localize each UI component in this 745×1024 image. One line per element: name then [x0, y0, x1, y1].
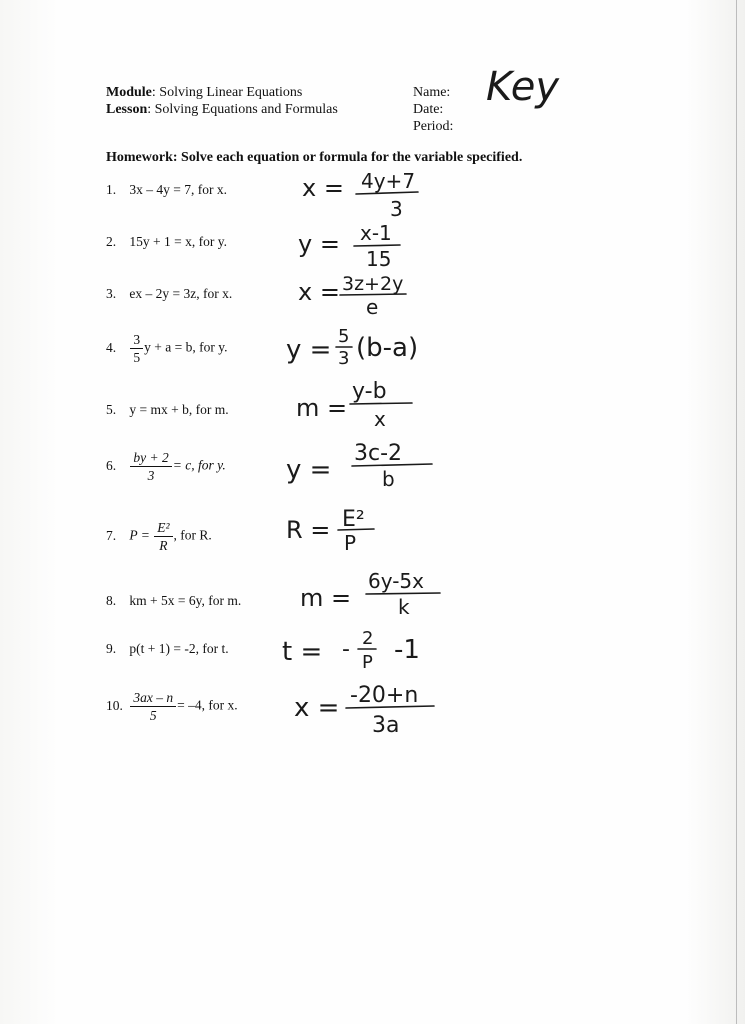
problem-5: 5. y = mx + b, for m. — [106, 402, 229, 417]
svg-text:(b-a): (b-a) — [356, 333, 419, 363]
svg-text:b: b — [382, 467, 395, 491]
problem-8: 8. km + 5x = 6y, for m. — [106, 593, 242, 608]
svg-text:x: x — [374, 407, 386, 431]
svg-text:y =: y = — [286, 335, 332, 365]
svg-text:e: e — [366, 295, 379, 319]
module-label: Module — [106, 85, 152, 100]
svg-text:3a: 3a — [372, 713, 400, 738]
svg-text:t =: t = — [282, 637, 323, 667]
svg-text:m =: m = — [300, 584, 352, 612]
svg-text:15: 15 — [366, 247, 392, 271]
svg-text:3: 3 — [390, 197, 403, 221]
svg-text:x =: x = — [298, 278, 340, 306]
answer-5 — [270, 378, 450, 439]
answer-3 — [270, 268, 450, 327]
svg-text:2: 2 — [362, 628, 374, 649]
problem-4: 4. $\frac{3}{5}$ y + a = b, for y. — [106, 332, 228, 365]
fraction: $\frac{3}{5}$ — [130, 332, 143, 365]
svg-text:P: P — [362, 652, 373, 673]
key-text: Key — [486, 64, 560, 110]
problem-6: 6. $\frac{by + 2}{3}$ = c, for y. — [106, 450, 226, 483]
svg-text:-: - — [342, 637, 350, 662]
svg-text:6y-5x: 6y-5x — [368, 569, 424, 593]
module-line — [106, 84, 338, 101]
fraction: $\frac{3ax - n}{5}$ — [130, 690, 176, 723]
svg-text:5: 5 — [338, 326, 350, 347]
svg-text:-1: -1 — [394, 635, 420, 665]
answer-6 — [270, 438, 470, 499]
date-label: Date: — [413, 102, 444, 117]
svg-text:y =: y = — [298, 230, 340, 258]
answer-8 — [270, 570, 470, 631]
problem-1: 1. 3x – 4y = 7, for x. — [106, 182, 227, 197]
lesson-line — [106, 101, 338, 118]
module-lesson-block — [106, 84, 338, 118]
svg-text:k: k — [398, 595, 410, 619]
svg-text:P: P — [344, 531, 357, 555]
period-label: Period: — [413, 119, 454, 134]
svg-text:4y+7: 4y+7 — [361, 169, 416, 193]
svg-text:E²: E² — [342, 507, 365, 532]
svg-text:y-b: y-b — [352, 379, 387, 404]
answer-9 — [270, 624, 470, 685]
module-value: : Solving Linear Equations — [151, 85, 303, 100]
fraction: $\frac{\text{E²}}{R}$ — [154, 520, 172, 553]
name-label: Name: — [413, 85, 451, 100]
answer-4 — [270, 322, 470, 381]
answer-10 — [270, 680, 470, 745]
svg-text:3c-2: 3c-2 — [354, 441, 403, 466]
lesson-label: Lesson — [106, 102, 148, 117]
lesson-value: : Solving Equations and Formulas — [147, 102, 338, 117]
answer-7 — [270, 502, 450, 563]
homework-instructions: Homework: Solve each equation or formula for the variable specified. — [106, 150, 523, 165]
svg-text:3z+2y: 3z+2y — [342, 273, 404, 295]
problem-3: 3. ex – 2y = 3z, for x. — [106, 286, 233, 301]
problem-9: 9. p(t + 1) = -2, for t. — [106, 641, 229, 656]
handwritten-key — [482, 56, 572, 121]
svg-text:x =: x = — [294, 693, 340, 723]
problem-10: 10. $\frac{3ax - n}{5}$ = –4, for x. — [106, 690, 238, 723]
svg-text:3: 3 — [338, 348, 350, 369]
svg-text:y =: y = — [286, 455, 332, 485]
svg-text:x-1: x-1 — [360, 221, 392, 245]
page-edge — [736, 0, 737, 1024]
student-info-block — [413, 84, 453, 135]
svg-text:x =: x = — [302, 174, 344, 202]
svg-text:m =: m = — [296, 394, 348, 422]
problem-2: 2. 15y + 1 = x, for y. — [106, 234, 227, 249]
svg-text:R =: R = — [286, 516, 331, 544]
svg-text:-20+n: -20+n — [350, 683, 419, 708]
fraction: $\frac{by + 2}{3}$ — [130, 450, 171, 483]
problem-7: 7. P = $\frac{\text{E²}}{R}$ , for R. — [106, 520, 212, 553]
